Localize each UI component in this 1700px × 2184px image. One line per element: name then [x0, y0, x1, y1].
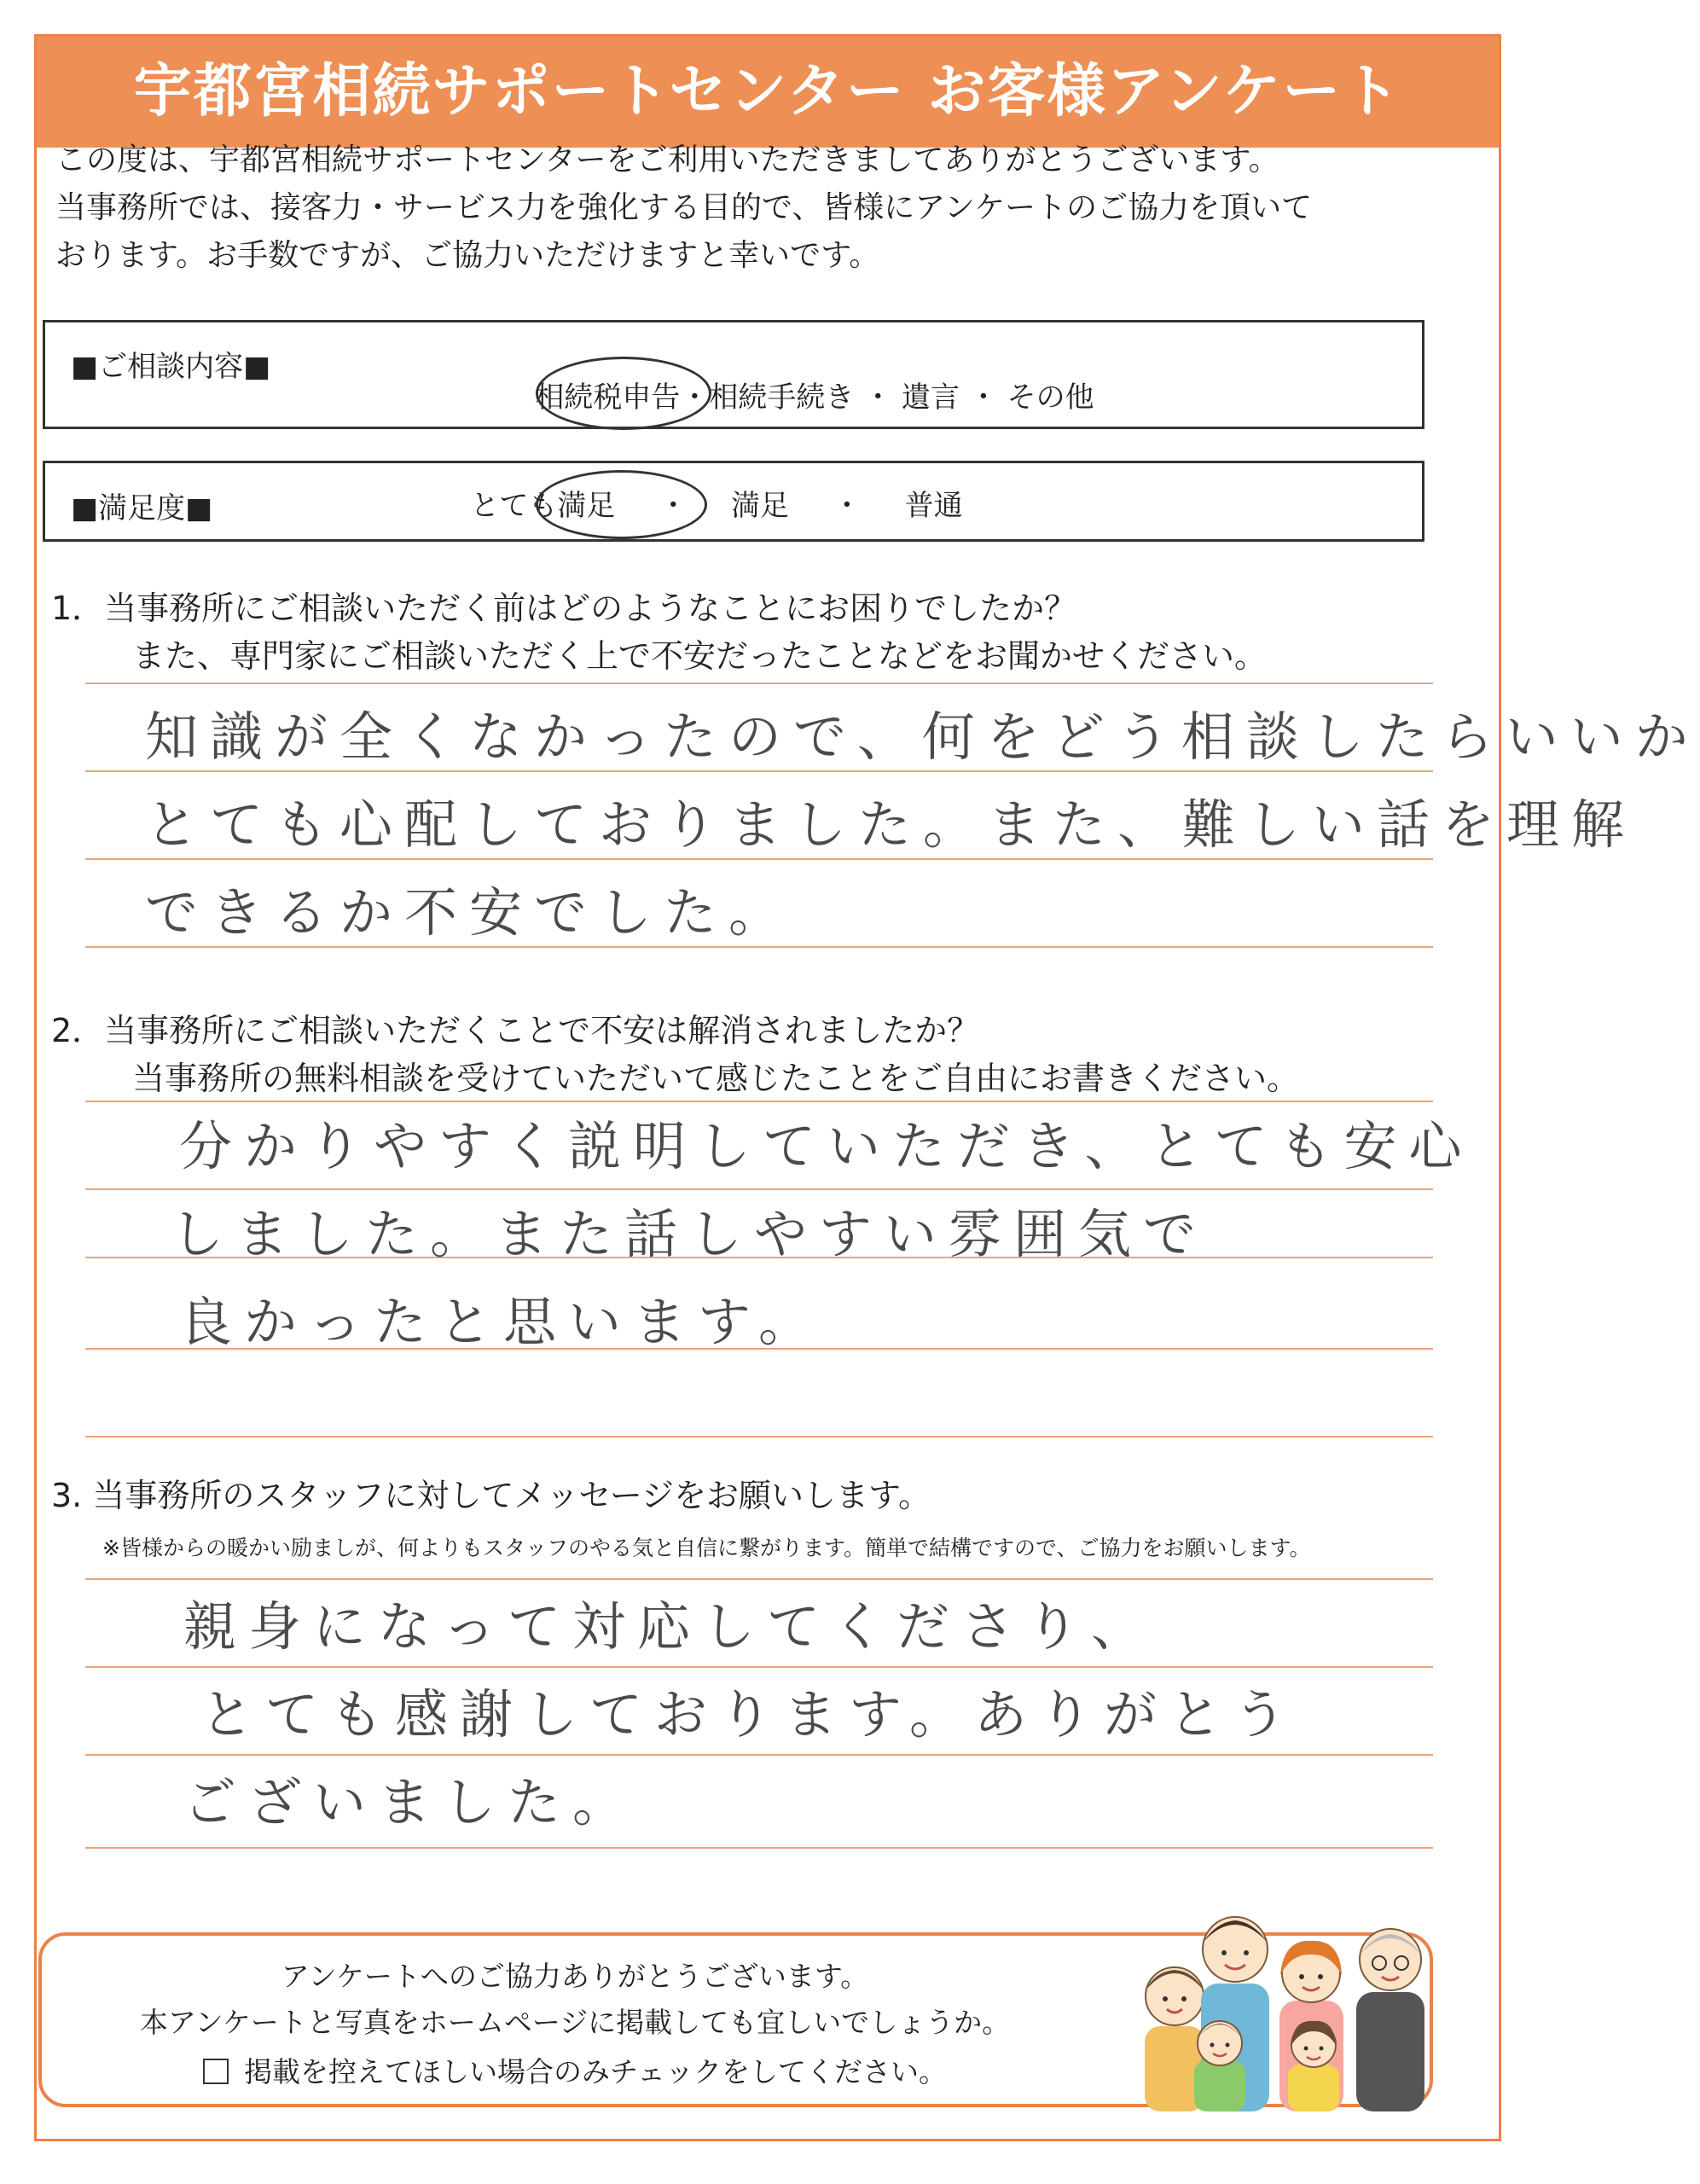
intro-line: おります。お手数ですが、ご協力いただけますと幸いです。: [55, 238, 880, 273]
answer-line: できるか不安でした。: [145, 881, 794, 944]
question-line: 1．当事務所にご相談いただく前はどのようなことにお困りでしたか？: [51, 590, 1077, 627]
question-3: [51, 1472, 931, 1519]
consult-option-procedures[interactable]: ・相続手続き: [680, 380, 855, 415]
answer-line: 分かりやすく説明していただき、とても安心: [179, 1115, 1474, 1177]
question-line: 当事務所の無料相談を受けていただいて感じたことをご自由にお書きください。: [132, 1060, 1300, 1097]
survey-title: 宇都宮相続サポートセンター お客様アンケート: [37, 37, 1499, 148]
answer-line: 知識が全くなかったので、何をどう相談したらいいか: [145, 706, 1700, 768]
question-line: 2．当事務所にご相談いただくことで不安は解消されましたか？: [51, 1012, 980, 1049]
footer-checkbox-row: [42, 2050, 1108, 2094]
answer-line: とても感謝しております。ありがとう: [200, 1683, 1299, 1745]
answer-line: ございました。: [183, 1771, 638, 1833]
selection-circle: [536, 470, 707, 539]
answer-1[interactable]: [145, 693, 1700, 956]
consult-option-inheritance-tax[interactable]: 相続税申告: [535, 380, 681, 415]
answer-line: とても心配しておりました。また、難しい話を理解: [145, 793, 1637, 856]
footer-question: 本アンケートと写真をホームページに掲載しても宜しいでしょうか。: [139, 2006, 1011, 2039]
answer-rule: [85, 1436, 1433, 1438]
satisfaction-box: [43, 461, 1424, 542]
question-line: また、専門家にご相談いただく上で不安だったことなどをお聞かせください。: [132, 637, 1268, 675]
consult-option-other[interactable]: その他: [1007, 380, 1094, 415]
checkbox-label: 掲載を控えてほしい場合のみチェックをしてください。: [243, 2055, 947, 2088]
satisfaction-option-satisfied[interactable]: 満足: [731, 489, 789, 523]
intro-line: この度は、宇都宮相続サポートセンターをご利用いただきましてありがとうございます。: [55, 142, 1279, 177]
answer-rule: [85, 1847, 1433, 1849]
grandfather-figure: [1356, 1929, 1424, 2111]
separator: ・: [863, 380, 893, 415]
answer-line: 良かったと思います。: [179, 1291, 824, 1353]
question-2: [51, 1007, 1299, 1102]
consult-label: ■ご相談内容■: [71, 350, 271, 384]
answer-2[interactable]: [171, 1102, 1484, 1366]
question-3-note: ※皆様からの暖かい励ましが、何よりもスタッフのやる気と自信に繋がります。簡単で結構ですので、ご協力をお願いします。: [102, 1536, 1311, 1560]
answer-3[interactable]: [183, 1583, 1488, 1846]
satisfaction-option-very[interactable]: とても満足: [470, 489, 616, 523]
footer-thanks: アンケートへのご協力ありがとうございます。: [281, 1960, 869, 1993]
answer-line: 親身になって対応してくださり、: [183, 1595, 1157, 1658]
separator: ・: [659, 489, 688, 523]
consult-option-will[interactable]: 遺言: [902, 380, 960, 415]
consult-box: [43, 320, 1424, 429]
girl-figure: [1288, 2021, 1339, 2111]
consult-options: [126, 374, 1503, 415]
question-1: [51, 584, 1267, 680]
intro-line: 当事務所では、接客力・サービス力を強化する目的で、皆様にアンケートのご協力を頂いて: [55, 190, 1313, 225]
answer-rule: [85, 1578, 1433, 1580]
publish-opt-out-checkbox[interactable]: [203, 2059, 229, 2084]
satisfaction-options: [28, 482, 1405, 524]
satisfaction-label: ■満足度■: [71, 491, 213, 526]
boy-figure: [1194, 2021, 1245, 2111]
answer-rule: [85, 682, 1433, 684]
separator: ・: [968, 380, 998, 415]
selection-circle: [536, 357, 711, 430]
answer-line: しました。また話しやすい雰囲気で: [171, 1203, 1209, 1265]
satisfaction-option-normal[interactable]: 普通: [904, 489, 963, 523]
separator: ・: [832, 489, 862, 523]
family-illustration: [1126, 1890, 1467, 2111]
question-line: 3. 当事務所のスタッフに対してメッセージをお願いします。: [51, 1477, 931, 1514]
intro-text: [55, 136, 1437, 280]
